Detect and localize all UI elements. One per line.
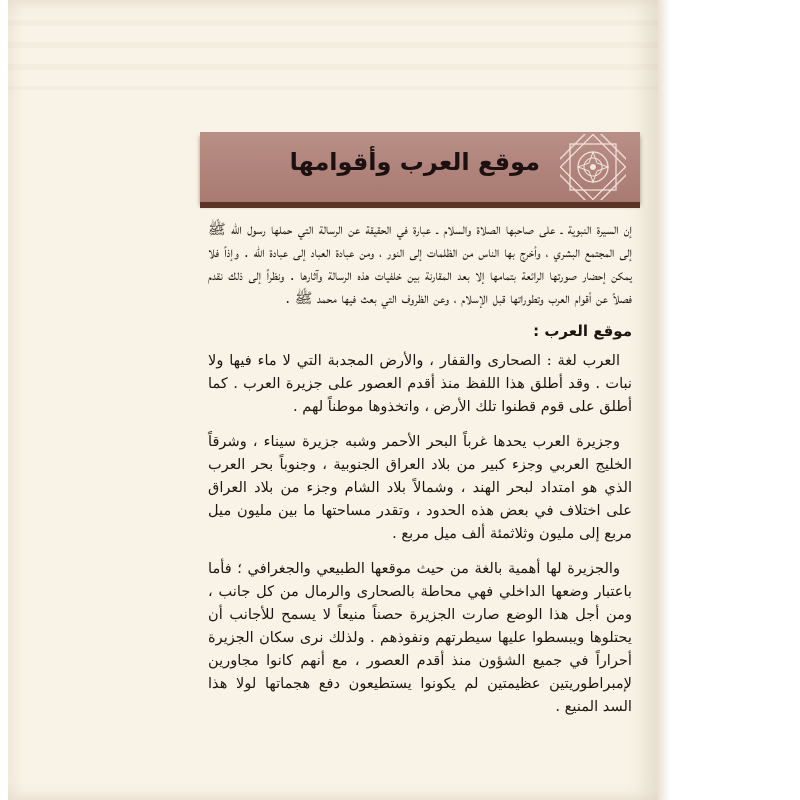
rosette-ornament-icon: [560, 134, 626, 200]
bleed-through-text: [8, 20, 658, 90]
section-heading: موقع العرب :: [533, 322, 632, 340]
book-page: [8, 0, 658, 800]
page-edge: [658, 0, 670, 800]
chapter-title-bar: [200, 132, 640, 202]
paragraph-gap: [208, 545, 632, 557]
paragraph-importance: والجزيرة لها أهمية بالغة من حيث موقعها الطبيعي والجغرافي ؛ فأما باعتبار وضعها الداخلي فهي محاطة بالصحارى والرمال من كل جانب ، ومن أجل هذا الوضع صارت الجزيرة حصناً منيعاً لا يسمح للأجانب أن يحتلوها ويبسطوا عليها سيطرتهم ونفوذهم . ولذلك نرى سكان الجزيرة أحراراً في جميع الشؤون منذ أقدم العصور ، مع أنهم كانوا مجاورين لإمبراطوريتين عظيمتين لم يكونوا يستطيعون دفع هجماتها لولا هذا السد المنيع .: [208, 560, 632, 715]
paragraph-borders: وجزيرة العرب يحدها غرباً البحر الأحمر وشبه جزيرة سيناء ، وشرقاً الخليج العربي وجزء كبير من بلاد العراق الجنوبية ، وجنوباً بحر العرب الذي هو امتداد لبحر الهند ، وشمالاً بلاد الشام وجزء من بلاد العراق على اختلاف في بعض هذه الحدود ، وتقدر مساحتها ما بين مليون ميل مربع إلى مليون وثلاثمئة ألف ميل مربع .: [208, 433, 632, 542]
paragraph-definition: العرب لغة : الصحارى والقفار ، والأرض المجدبة التي لا ماء فيها ولا نبات . وقد أطلق هذا اللفظ منذ أقدم العصور على جزيرة العرب . كما أطلق على قوم قطنوا تلك الأرض ، واتخذوها موطناً لهم .: [208, 352, 632, 415]
page-body: [208, 218, 632, 718]
paragraph-gap: [208, 418, 632, 430]
chapter-title: موقع العرب وأقوامها: [289, 148, 540, 176]
intro-paragraph: إن السيرة النبوية ـ على صاحبها الصلاة والسلام ـ عبارة في الحقيقة عن الرسالة التي حملها رسول الله ﷺ إلى المجتمع البشري ، وأخرج بها الناس من الظلمات إلى النور ، ومن عبادة العباد إلى عبادة الله . وإذاً فلا يمكن إحضار صورتها الرائعة بتمامها إلا بعد المقارنة بين خلفيات هذه الرسالة وآثارها . ونظراً إلى ذلك نقدم فصلاً عن أقوام العرب وتطوراتها قبل الإسلام ، وعن الظروف التي بعث فيها محمد ﷺ .: [208, 221, 632, 307]
